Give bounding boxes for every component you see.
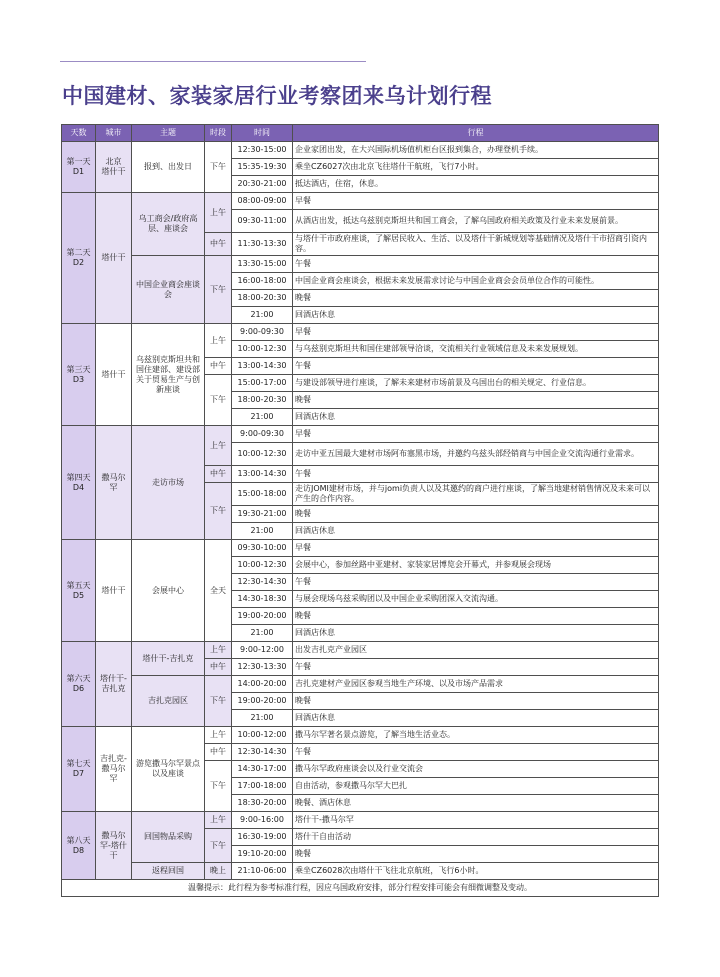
activity-cell: 与塔什干市政府座谈，了解居民收入、生活、以及塔什干新城规划等基础情况及塔什干市招商引资内容。 — [293, 233, 659, 256]
time-cell: 18:00-20:30 — [232, 290, 293, 307]
city-cell: 塔什干 — [96, 324, 132, 426]
time-cell: 14:30-17:00 — [232, 761, 293, 778]
table-row — [62, 256, 659, 273]
time-cell: 15:00-17:00 — [232, 375, 293, 392]
theme-cell: 走访市场 — [132, 426, 205, 540]
period-cell: 下午 — [205, 375, 232, 426]
activity-cell: 晚餐 — [293, 693, 659, 710]
table-row — [62, 863, 659, 880]
time-cell: 15:00-18:00 — [232, 483, 293, 506]
activity-cell: 午餐 — [293, 358, 659, 375]
footer-note: 温馨提示：此行程为参考标准行程，因应乌国政府安排，部分行程安排可能会有细微调整及变动。 — [62, 880, 659, 897]
time-cell: 21:00 — [232, 307, 293, 324]
period-cell: 下午 — [205, 676, 232, 727]
table-row — [62, 540, 659, 557]
theme-cell: 乌工商会/政府高层、座谈会 — [132, 193, 205, 256]
theme-cell: 乌兹别克斯坦共和国住建部、建设部关于贸易生产与创新座谈 — [132, 324, 205, 426]
time-cell: 08:00-09:00 — [232, 193, 293, 210]
activity-cell: 回酒店休息 — [293, 523, 659, 540]
theme-cell: 塔什干-吉扎克 — [132, 642, 205, 676]
table-row — [62, 676, 659, 693]
day-cell: 第八天 D8 — [62, 812, 96, 880]
theme-cell: 回国物品采购 — [132, 812, 205, 863]
theme-cell: 返程回国 — [132, 863, 205, 880]
activity-cell: 自由活动，参观撒马尔罕大巴扎 — [293, 778, 659, 795]
activity-cell: 早餐 — [293, 193, 659, 210]
header-day: 天数 — [62, 125, 96, 142]
itinerary-table — [61, 124, 659, 897]
time-cell: 09:30-11:00 — [232, 210, 293, 233]
day-cell: 第七天 D7 — [62, 727, 96, 812]
time-cell: 9:00-16:00 — [232, 812, 293, 829]
time-cell: 18:00-20:30 — [232, 392, 293, 409]
time-cell: 16:30-19:00 — [232, 829, 293, 846]
activity-cell: 出发吉扎克产业园区 — [293, 642, 659, 659]
day-cell: 第六天 D6 — [62, 642, 96, 727]
period-cell: 上午 — [205, 642, 232, 659]
period-cell: 上午 — [205, 324, 232, 358]
time-cell: 9:00-09:30 — [232, 426, 293, 443]
activity-cell: 晚餐 — [293, 506, 659, 523]
table-row — [62, 426, 659, 443]
table-row — [62, 642, 659, 659]
activity-cell: 晚餐 — [293, 392, 659, 409]
time-cell: 19:00-20:00 — [232, 608, 293, 625]
activity-cell: 早餐 — [293, 426, 659, 443]
period-cell: 全天 — [205, 540, 232, 642]
activity-cell: 从酒店出发，抵达乌兹别克斯坦共和国工商会，了解乌国政府相关政策及行业未来发展前景。 — [293, 210, 659, 233]
table-row — [62, 880, 659, 897]
day-cell: 第四天 D4 — [62, 426, 96, 540]
activity-cell: 中国企业商会座谈会，根据未来发展需求讨论与中国企业商会会员单位合作的可能性。 — [293, 273, 659, 290]
activity-cell: 晚餐 — [293, 290, 659, 307]
header-theme: 主题 — [132, 125, 205, 142]
city-cell: 撒马尔罕-塔什干 — [96, 812, 132, 880]
city-cell: 塔什干 — [96, 540, 132, 642]
period-cell: 下午 — [205, 142, 232, 193]
activity-cell: 吉扎克建材产业园区参观当地生产环境、以及市场产品需求 — [293, 676, 659, 693]
city-cell: 撒马尔罕 — [96, 426, 132, 540]
activity-cell: 早餐 — [293, 540, 659, 557]
period-cell: 中午 — [205, 659, 232, 676]
time-cell: 18:30-20:00 — [232, 795, 293, 812]
activity-cell: 午餐 — [293, 659, 659, 676]
activity-cell: 塔什干-撒马尔罕 — [293, 812, 659, 829]
time-cell: 12:30-14:30 — [232, 574, 293, 591]
activity-cell: 企业家团出发，在大兴国际机场值机柜台区报到集合，办理登机手续。 — [293, 142, 659, 159]
time-cell: 21:10-06:00 — [232, 863, 293, 880]
time-cell: 19:10-20:00 — [232, 846, 293, 863]
activity-cell: 走访JOMI建材市场，并与jomi负责人以及其邀约的商户进行座谈，了解当地建材销售情况及未来可以产生的合作内容。 — [293, 483, 659, 506]
time-cell: 10:00-12:30 — [232, 443, 293, 466]
activity-cell: 回酒店休息 — [293, 710, 659, 727]
time-cell: 21:00 — [232, 409, 293, 426]
table-row — [62, 727, 659, 744]
activity-cell: 午餐 — [293, 574, 659, 591]
period-cell: 下午 — [205, 829, 232, 863]
activity-cell: 乘坐CZ6027次由北京飞往塔什干航班，飞行7小时。 — [293, 159, 659, 176]
time-cell: 19:30-21:00 — [232, 506, 293, 523]
activity-cell: 乘坐CZ6028次由塔什干飞往北京航班，飞行6小时。 — [293, 863, 659, 880]
period-cell: 中午 — [205, 744, 232, 761]
time-cell: 10:00-12:30 — [232, 557, 293, 574]
period-cell: 上午 — [205, 727, 232, 744]
activity-cell: 晚餐 — [293, 608, 659, 625]
time-cell: 09:30-10:00 — [232, 540, 293, 557]
time-cell: 12:30-14:30 — [232, 744, 293, 761]
header-activity: 行程 — [293, 125, 659, 142]
day-cell: 第二天 D2 — [62, 193, 96, 324]
city-cell: 北京 塔什干 — [96, 142, 132, 193]
time-cell: 16:00-18:00 — [232, 273, 293, 290]
table-row — [62, 812, 659, 829]
period-cell: 晚上 — [205, 863, 232, 880]
time-cell: 21:00 — [232, 710, 293, 727]
theme-cell: 中国企业商会座谈会 — [132, 256, 205, 324]
time-cell: 12:30-13:30 — [232, 659, 293, 676]
period-cell: 中午 — [205, 358, 232, 375]
activity-cell: 抵达酒店，住宿，休息。 — [293, 176, 659, 193]
activity-cell: 与建设部领导进行座谈，了解未来建材市场前景及乌国出台的相关规定、行业信息。 — [293, 375, 659, 392]
theme-cell: 游览撒马尔罕景点以及座谈 — [132, 727, 205, 812]
activity-cell: 晚餐 — [293, 846, 659, 863]
activity-cell: 会展中心，参加丝路中亚建材、家装家居博览会开幕式，并参观展会现场 — [293, 557, 659, 574]
period-cell: 中午 — [205, 233, 232, 256]
period-cell: 中午 — [205, 466, 232, 483]
period-cell: 上午 — [205, 193, 232, 233]
header-time: 时间 — [232, 125, 293, 142]
period-cell: 上午 — [205, 426, 232, 466]
period-cell: 下午 — [205, 483, 232, 540]
activity-cell: 走访中亚五国最大建材市场阿布塞黑市场，并邀约乌兹头部经销商与中国企业交流沟通行业需求。 — [293, 443, 659, 466]
header-period: 时段 — [205, 125, 232, 142]
time-cell: 17:00-18:00 — [232, 778, 293, 795]
activity-cell: 午餐 — [293, 744, 659, 761]
activity-cell: 回酒店休息 — [293, 625, 659, 642]
time-cell: 9:00-09:30 — [232, 324, 293, 341]
city-cell: 塔什干-吉扎克 — [96, 642, 132, 727]
activity-cell: 回酒店休息 — [293, 409, 659, 426]
time-cell: 11:30-13:30 — [232, 233, 293, 256]
theme-cell: 会展中心 — [132, 540, 205, 642]
time-cell: 9:00-12:00 — [232, 642, 293, 659]
activity-cell: 午餐 — [293, 256, 659, 273]
city-cell: 吉扎克-撒马尔罕 — [96, 727, 132, 812]
time-cell: 21:00 — [232, 523, 293, 540]
period-cell: 下午 — [205, 256, 232, 324]
time-cell: 15:35-19:30 — [232, 159, 293, 176]
table-row — [62, 193, 659, 210]
activity-cell: 与展会现场乌兹采购团以及中国企业采购团深入交流沟通。 — [293, 591, 659, 608]
day-cell: 第五天 D5 — [62, 540, 96, 642]
city-cell: 塔什干 — [96, 193, 132, 324]
theme-cell: 吉扎克园区 — [132, 676, 205, 727]
theme-cell: 报到、出发日 — [132, 142, 205, 193]
activity-cell: 午餐 — [293, 466, 659, 483]
time-cell: 14:00-20:00 — [232, 676, 293, 693]
activity-cell: 撒马尔罕著名景点游览，了解当地生活业态。 — [293, 727, 659, 744]
time-cell: 10:00-12:30 — [232, 341, 293, 358]
time-cell: 13:30-15:00 — [232, 256, 293, 273]
day-cell: 第三天 D3 — [62, 324, 96, 426]
title-rule — [60, 61, 366, 62]
time-cell: 19:00-20:00 — [232, 693, 293, 710]
activity-cell: 回酒店休息 — [293, 307, 659, 324]
period-cell: 上午 — [205, 812, 232, 829]
activity-cell: 撒马尔罕政府座谈会以及行业交流会 — [293, 761, 659, 778]
page-title: 中国建材、家装家居行业考察团来乌计划行程 — [62, 84, 492, 108]
time-cell: 13:00-14:30 — [232, 358, 293, 375]
time-cell: 10:00-12:00 — [232, 727, 293, 744]
activity-cell: 与乌兹别克斯坦共和国住建部领导洽谈，交流相关行业领域信息及未来发展规划。 — [293, 341, 659, 358]
activity-cell: 晚餐、酒店休息 — [293, 795, 659, 812]
time-cell: 20:30-21:00 — [232, 176, 293, 193]
table-row — [62, 324, 659, 341]
time-cell: 21:00 — [232, 625, 293, 642]
period-cell: 下午 — [205, 761, 232, 812]
activity-cell: 塔什干自由活动 — [293, 829, 659, 846]
table-row — [62, 142, 659, 159]
time-cell: 13:00-14:30 — [232, 466, 293, 483]
header-city: 城市 — [96, 125, 132, 142]
time-cell: 12:30-15:00 — [232, 142, 293, 159]
activity-cell: 早餐 — [293, 324, 659, 341]
day-cell: 第一天 D1 — [62, 142, 96, 193]
time-cell: 14:30-18:30 — [232, 591, 293, 608]
